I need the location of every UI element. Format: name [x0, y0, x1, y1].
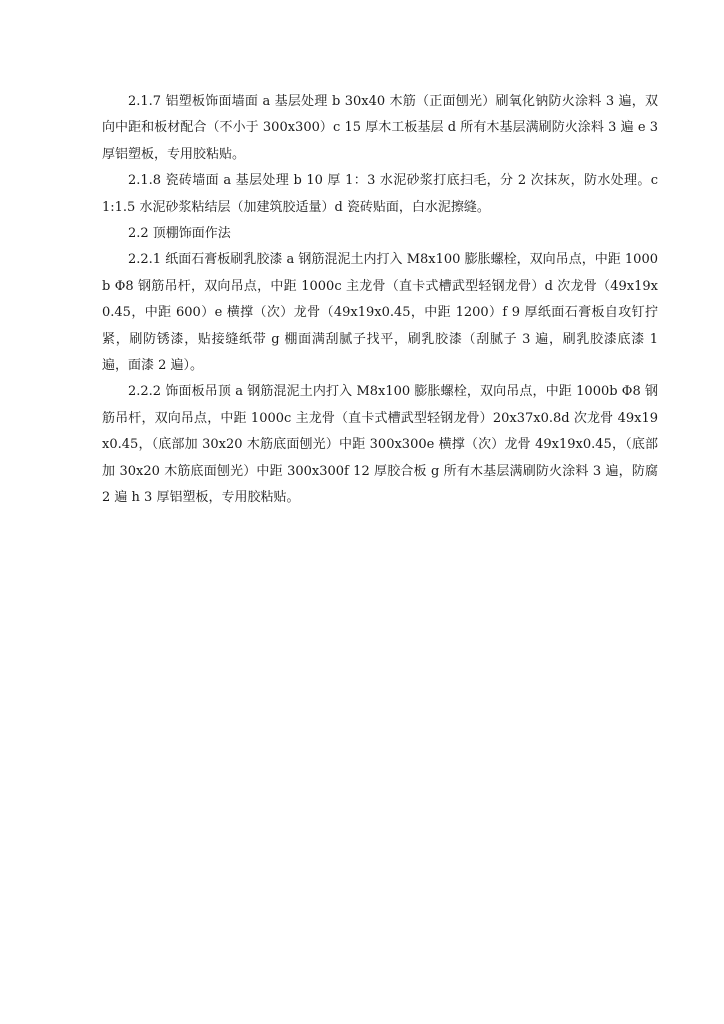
paragraph-2-2-1-gypsum-ceiling: 2.2.1 纸面石膏板刷乳胶漆 a 钢筋混泥土内打入 M8x100 膨胀螺栓，双向吊点，中距 1000b Φ8 钢筋吊杆，双向吊点，中距 1000c 主龙骨（直卡式槽武型轻钢龙骨）d 次龙骨（49x19x0.45，中距 600）e 横撑（次）龙骨（49x19x0.45，中距 1200）f 9 厚纸面石膏板自攻钉拧紧，刷防锈漆，贴接缝纸带 g 棚面满刮腻子找平，刷乳胶漆（刮腻子 3 遍，刷乳胶漆底漆 1 遍，面漆 2 遍）。 [102, 252, 658, 374]
paragraph-2-2-2-veneer-ceiling: 2.2.2 饰面板吊顶 a 钢筋混泥土内打入 M8x100 膨胀螺栓，双向吊点，中距 1000b Φ8 钢筋吊杆，双向吊点，中距 1000c 主龙骨（直卡式槽武型轻钢龙骨）20x37x0.8d 次龙骨 49x19x0.45，（底部加 30x20 木筋底面刨光）中距 300x300e 横撑（次）龙骨 49x19x0.45，（底部加 30x20 木筋底面刨光）中距 300x300f 12 厚胶合板 g 所有木基层满刷防火涂料 3 遍，防腐 2 遍 h 3 厚铝塑板，专用胶粘贴。 [102, 384, 658, 506]
section-heading-2-2-ceiling: 2.2 顶棚饰面作法 [128, 226, 231, 242]
paragraph-2-1-8-ceramic-tile-wall: 2.1.8 瓷砖墙面 a 基层处理 b 10 厚 1：3 水泥砂浆打底扫毛，分 2 次抹灰，防水处理。c 1:1.5 水泥砂浆粘结层（加建筑胶适量）d 瓷砖贴面，白水泥擦缝。 [102, 173, 658, 215]
paragraph-2-1-7-aluminum-plastic-wall: 2.1.7 铝塑板饰面墙面 a 基层处理 b 30x40 木筋（正面刨光）刷氧化钠防火涂料 3 遍，双向中距和板材配合（不小于 300x300）c 15 厚木工板基层 d 所有木基层满刷防火涂料 3 遍 e 3 厚铝塑板，专用胶粘贴。 [102, 94, 658, 162]
document-body [102, 89, 658, 512]
